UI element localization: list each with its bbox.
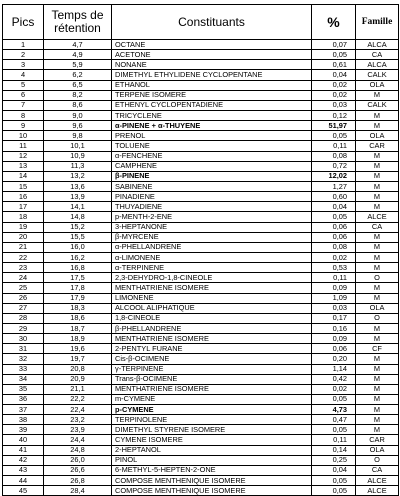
cell-percent: 0,05 <box>312 476 356 486</box>
cell-constituant: 1,8-CINEOLE <box>112 313 312 323</box>
cell-famille: M <box>356 252 399 262</box>
cell-constituant: TERPENE ISOMERE <box>112 90 312 100</box>
cell-retention-time: 4,7 <box>44 40 112 50</box>
table-row <box>3 222 399 232</box>
cell-constituant: MENTHATRIENE ISOMERE <box>112 283 312 293</box>
cell-retention-time: 10,1 <box>44 141 112 151</box>
cell-constituant: DIMETHYL ETHYLIDENE CYCLOPENTANE <box>112 70 312 80</box>
cell-retention-time: 14,1 <box>44 202 112 212</box>
cell-retention-time: 13,6 <box>44 181 112 191</box>
cell-retention-time: 14,8 <box>44 212 112 222</box>
cell-pic: 10 <box>3 131 44 141</box>
table-body <box>3 40 399 496</box>
cell-constituant: ACETONE <box>112 50 312 60</box>
cell-pic: 22 <box>3 252 44 262</box>
table-row <box>3 90 399 100</box>
cell-percent: 0,04 <box>312 202 356 212</box>
header-famille: Famille <box>356 5 399 40</box>
cell-retention-time: 21,1 <box>44 384 112 394</box>
table-row <box>3 465 399 475</box>
table-row <box>3 374 399 384</box>
table-row <box>3 161 399 171</box>
cell-percent: 0,09 <box>312 283 356 293</box>
cell-constituant: 3-HEPTANONE <box>112 222 312 232</box>
cell-pic: 37 <box>3 405 44 415</box>
cell-retention-time: 17,8 <box>44 283 112 293</box>
table-row <box>3 80 399 90</box>
cell-percent: 0,09 <box>312 334 356 344</box>
cell-pic: 38 <box>3 415 44 425</box>
cell-pic: 31 <box>3 344 44 354</box>
table-row <box>3 151 399 161</box>
cell-famille: M <box>356 405 399 415</box>
table-row <box>3 283 399 293</box>
cell-percent: 0,05 <box>312 486 356 496</box>
table-row <box>3 313 399 323</box>
cell-percent: 0,04 <box>312 70 356 80</box>
cell-retention-time: 18,6 <box>44 313 112 323</box>
cell-pic: 1 <box>3 40 44 50</box>
cell-retention-time: 23,2 <box>44 415 112 425</box>
cell-constituant: α-PINENE + α-THUYENE <box>112 121 312 131</box>
cell-percent: 12,02 <box>312 171 356 181</box>
cell-percent: 0,72 <box>312 161 356 171</box>
table-row <box>3 323 399 333</box>
cell-famille: M <box>356 425 399 435</box>
cell-constituant: p-CYMENE <box>112 405 312 415</box>
cell-percent: 0,05 <box>312 131 356 141</box>
table-row <box>3 232 399 242</box>
cell-constituant: SABINENE <box>112 181 312 191</box>
table-row <box>3 263 399 273</box>
cell-famille: M <box>356 323 399 333</box>
cell-percent: 0,25 <box>312 455 356 465</box>
cell-famille: CAR <box>356 435 399 445</box>
cell-constituant: Trans-β-OCIMENE <box>112 374 312 384</box>
cell-famille: M <box>356 384 399 394</box>
cell-pic: 12 <box>3 151 44 161</box>
cell-retention-time: 9,8 <box>44 131 112 141</box>
table-row <box>3 303 399 313</box>
cell-pic: 7 <box>3 100 44 110</box>
cell-famille: CALK <box>356 70 399 80</box>
cell-famille: M <box>356 232 399 242</box>
cell-pic: 14 <box>3 171 44 181</box>
table-row <box>3 171 399 181</box>
cell-constituant: m-CYMENE <box>112 394 312 404</box>
cell-retention-time: 17,5 <box>44 273 112 283</box>
cell-retention-time: 13,9 <box>44 192 112 202</box>
cell-constituant: PINADIENE <box>112 192 312 202</box>
cell-percent: 0,17 <box>312 313 356 323</box>
cell-pic: 6 <box>3 90 44 100</box>
cell-constituant: Cis-β-OCIMENE <box>112 354 312 364</box>
cell-pic: 11 <box>3 141 44 151</box>
cell-pic: 28 <box>3 313 44 323</box>
cell-percent: 0,47 <box>312 415 356 425</box>
cell-pic: 30 <box>3 334 44 344</box>
table-row <box>3 435 399 445</box>
table-row <box>3 364 399 374</box>
table-row <box>3 293 399 303</box>
table-row <box>3 405 399 415</box>
cell-constituant: ETHENYL CYCLOPENTADIENE <box>112 100 312 110</box>
cell-retention-time: 28,4 <box>44 486 112 496</box>
cell-famille: CA <box>356 50 399 60</box>
cell-percent: 0,08 <box>312 151 356 161</box>
header-pics: Pics <box>3 5 44 40</box>
cell-constituant: 2-PENTYL FURANE <box>112 344 312 354</box>
cell-constituant: 2-HEPTANOL <box>112 445 312 455</box>
cell-pic: 43 <box>3 465 44 475</box>
cell-pic: 40 <box>3 435 44 445</box>
cell-pic: 5 <box>3 80 44 90</box>
table-row <box>3 202 399 212</box>
cell-pic: 34 <box>3 374 44 384</box>
table-row <box>3 60 399 70</box>
cell-constituant: ETHANOL <box>112 80 312 90</box>
cell-pic: 15 <box>3 181 44 191</box>
cell-percent: 0,16 <box>312 323 356 333</box>
cell-famille: ALCA <box>356 60 399 70</box>
cell-percent: 0,11 <box>312 141 356 151</box>
table-row <box>3 455 399 465</box>
cell-constituant: ALCOOL ALIPHATIQUE <box>112 303 312 313</box>
cell-percent: 0,05 <box>312 425 356 435</box>
cell-retention-time: 18,9 <box>44 334 112 344</box>
cell-constituant: α-FENCHENE <box>112 151 312 161</box>
cell-constituant: COMPOSE MENTHENIQUE ISOMERE <box>112 476 312 486</box>
cell-famille: M <box>356 161 399 171</box>
table-row <box>3 252 399 262</box>
cell-pic: 24 <box>3 273 44 283</box>
cell-percent: 0,07 <box>312 40 356 50</box>
cell-famille: OLA <box>356 303 399 313</box>
cell-famille: ALCA <box>356 40 399 50</box>
cell-constituant: γ-TERPINENE <box>112 364 312 374</box>
cell-percent: 0,03 <box>312 100 356 110</box>
cell-percent: 1,14 <box>312 364 356 374</box>
cell-pic: 35 <box>3 384 44 394</box>
cell-constituant: THUYADIENE <box>112 202 312 212</box>
cell-percent: 0,05 <box>312 50 356 60</box>
table-row <box>3 445 399 455</box>
cell-famille: M <box>356 151 399 161</box>
cell-constituant: MENTHATRIENE ISOMERE <box>112 334 312 344</box>
cell-pic: 19 <box>3 222 44 232</box>
cell-retention-time: 24,8 <box>44 445 112 455</box>
table-row <box>3 192 399 202</box>
cell-percent: 0,06 <box>312 232 356 242</box>
cell-constituant: p-MENTH-2-ENE <box>112 212 312 222</box>
cell-retention-time: 22,4 <box>44 405 112 415</box>
cell-retention-time: 26,6 <box>44 465 112 475</box>
cell-retention-time: 6,2 <box>44 70 112 80</box>
cell-percent: 0,12 <box>312 110 356 120</box>
cell-constituant: TRICYCLENE <box>112 110 312 120</box>
cell-famille: OLA <box>356 131 399 141</box>
cell-retention-time: 17,9 <box>44 293 112 303</box>
cell-retention-time: 24,4 <box>44 435 112 445</box>
table-row <box>3 354 399 364</box>
cell-famille: O <box>356 273 399 283</box>
cell-percent: 0,53 <box>312 263 356 273</box>
cell-famille: M <box>356 283 399 293</box>
cell-pic: 8 <box>3 110 44 120</box>
cell-retention-time: 6,5 <box>44 80 112 90</box>
cell-retention-time: 10,9 <box>44 151 112 161</box>
table-row <box>3 425 399 435</box>
cell-constituant: TERPINOLENE <box>112 415 312 425</box>
cell-famille: ALCE <box>356 486 399 496</box>
cell-pic: 25 <box>3 283 44 293</box>
header-temps-line2: rétention <box>54 21 101 35</box>
cell-percent: 0,06 <box>312 344 356 354</box>
cell-retention-time: 16,8 <box>44 263 112 273</box>
cell-retention-time: 8,2 <box>44 90 112 100</box>
table-row <box>3 212 399 222</box>
table-row <box>3 121 399 131</box>
cell-retention-time: 26,8 <box>44 476 112 486</box>
cell-retention-time: 5,9 <box>44 60 112 70</box>
table-row <box>3 141 399 151</box>
header-temps-line1: Temps de <box>51 8 104 22</box>
cell-percent: 0,02 <box>312 384 356 394</box>
cell-pic: 16 <box>3 192 44 202</box>
cell-pic: 32 <box>3 354 44 364</box>
cell-famille: CALK <box>356 100 399 110</box>
cell-constituant: α-PHELLANDRENE <box>112 242 312 252</box>
cell-pic: 26 <box>3 293 44 303</box>
cell-pic: 42 <box>3 455 44 465</box>
cell-constituant: TOLUENE <box>112 141 312 151</box>
cell-retention-time: 18,7 <box>44 323 112 333</box>
cell-pic: 33 <box>3 364 44 374</box>
table-row <box>3 110 399 120</box>
cell-retention-time: 16,2 <box>44 252 112 262</box>
table-row <box>3 100 399 110</box>
cell-retention-time: 20,8 <box>44 364 112 374</box>
cell-percent: 0,05 <box>312 212 356 222</box>
cell-pic: 39 <box>3 425 44 435</box>
cell-percent: 0,04 <box>312 465 356 475</box>
cell-famille: M <box>356 192 399 202</box>
cell-famille: ALCE <box>356 212 399 222</box>
cell-famille: M <box>356 394 399 404</box>
cell-pic: 9 <box>3 121 44 131</box>
cell-pic: 29 <box>3 323 44 333</box>
cell-percent: 0,20 <box>312 354 356 364</box>
table-row <box>3 334 399 344</box>
cell-famille: M <box>356 354 399 364</box>
cell-percent: 0,61 <box>312 60 356 70</box>
table-row <box>3 242 399 252</box>
cell-constituant: β-MYRCENE <box>112 232 312 242</box>
cell-famille: ALCE <box>356 476 399 486</box>
cell-famille: O <box>356 455 399 465</box>
cell-famille: M <box>356 110 399 120</box>
cell-pic: 3 <box>3 60 44 70</box>
cell-pic: 18 <box>3 212 44 222</box>
cell-percent: 0,02 <box>312 252 356 262</box>
cell-famille: M <box>356 415 399 425</box>
cell-pic: 17 <box>3 202 44 212</box>
cell-famille: CAR <box>356 141 399 151</box>
cell-famille: M <box>356 202 399 212</box>
constituents-table <box>2 4 399 496</box>
cell-retention-time: 9,6 <box>44 121 112 131</box>
cell-pic: 21 <box>3 242 44 252</box>
cell-percent: 4,73 <box>312 405 356 415</box>
header-constituants: Constituants <box>112 5 312 40</box>
cell-retention-time: 9,0 <box>44 110 112 120</box>
cell-retention-time: 16,0 <box>44 242 112 252</box>
cell-famille: M <box>356 293 399 303</box>
cell-percent: 0,42 <box>312 374 356 384</box>
cell-retention-time: 23,9 <box>44 425 112 435</box>
table-row <box>3 415 399 425</box>
cell-retention-time: 20,9 <box>44 374 112 384</box>
cell-pic: 23 <box>3 263 44 273</box>
cell-famille: CF <box>356 344 399 354</box>
cell-constituant: MENTHATRIENE ISOMERE <box>112 384 312 394</box>
table-header <box>3 5 399 40</box>
cell-famille: M <box>356 334 399 344</box>
cell-famille: M <box>356 171 399 181</box>
cell-famille: M <box>356 263 399 273</box>
table-row <box>3 486 399 496</box>
table-row <box>3 181 399 191</box>
cell-percent: 1,27 <box>312 181 356 191</box>
table-row <box>3 50 399 60</box>
cell-percent: 1,09 <box>312 293 356 303</box>
cell-percent: 0,14 <box>312 445 356 455</box>
cell-constituant: α-LIMONENE <box>112 252 312 262</box>
table-row <box>3 394 399 404</box>
cell-retention-time: 15,5 <box>44 232 112 242</box>
cell-constituant: LIMONENE <box>112 293 312 303</box>
cell-constituant: β-PHELLANDRENE <box>112 323 312 333</box>
cell-constituant: β-PINENE <box>112 171 312 181</box>
cell-famille: O <box>356 313 399 323</box>
table-row <box>3 40 399 50</box>
table-row <box>3 476 399 486</box>
cell-pic: 41 <box>3 445 44 455</box>
cell-pic: 36 <box>3 394 44 404</box>
cell-famille: CA <box>356 222 399 232</box>
cell-famille: M <box>356 90 399 100</box>
cell-percent: 0,02 <box>312 90 356 100</box>
cell-percent: 0,11 <box>312 435 356 445</box>
cell-constituant: 2,3-DEHYDRO-1,8-CINEOLE <box>112 273 312 283</box>
cell-famille: M <box>356 121 399 131</box>
table-row <box>3 384 399 394</box>
table-row <box>3 131 399 141</box>
cell-constituant: PINOL <box>112 455 312 465</box>
cell-percent: 0,60 <box>312 192 356 202</box>
cell-constituant: NONANE <box>112 60 312 70</box>
cell-pic: 13 <box>3 161 44 171</box>
cell-famille: OLA <box>356 445 399 455</box>
cell-constituant: DIMETHYL STYRENE ISOMERE <box>112 425 312 435</box>
cell-percent: 0,11 <box>312 273 356 283</box>
cell-retention-time: 19,6 <box>44 344 112 354</box>
cell-percent: 0,02 <box>312 80 356 90</box>
cell-percent: 0,03 <box>312 303 356 313</box>
cell-retention-time: 8,6 <box>44 100 112 110</box>
cell-percent: 0,08 <box>312 242 356 252</box>
cell-retention-time: 18,3 <box>44 303 112 313</box>
cell-famille: M <box>356 374 399 384</box>
cell-percent: 0,05 <box>312 394 356 404</box>
cell-famille: M <box>356 181 399 191</box>
cell-retention-time: 15,2 <box>44 222 112 232</box>
cell-retention-time: 22,2 <box>44 394 112 404</box>
cell-retention-time: 26,0 <box>44 455 112 465</box>
cell-constituant: CAMPHENE <box>112 161 312 171</box>
cell-retention-time: 11,3 <box>44 161 112 171</box>
header-temps-retention <box>44 5 112 40</box>
table-row <box>3 273 399 283</box>
cell-pic: 45 <box>3 486 44 496</box>
cell-pic: 27 <box>3 303 44 313</box>
cell-retention-time: 4,9 <box>44 50 112 60</box>
cell-famille: CA <box>356 465 399 475</box>
header-percent: % <box>312 5 356 40</box>
cell-constituant: CYMENE ISOMERE <box>112 435 312 445</box>
header-row <box>3 5 399 40</box>
cell-percent: 0,06 <box>312 222 356 232</box>
cell-famille: M <box>356 242 399 252</box>
cell-pic: 4 <box>3 70 44 80</box>
cell-constituant: OCTANE <box>112 40 312 50</box>
cell-famille: OLA <box>356 80 399 90</box>
cell-constituant: COMPOSE MENTHENIQUE ISOMERE <box>112 486 312 496</box>
cell-retention-time: 13,2 <box>44 171 112 181</box>
cell-pic: 20 <box>3 232 44 242</box>
cell-constituant: 6-METHYL-5-HEPTEN-2-ONE <box>112 465 312 475</box>
cell-constituant: α-TERPINENE <box>112 263 312 273</box>
table-row <box>3 344 399 354</box>
table-row <box>3 70 399 80</box>
cell-famille: M <box>356 364 399 374</box>
cell-constituant: PRENOL <box>112 131 312 141</box>
cell-percent: 51,97 <box>312 121 356 131</box>
cell-retention-time: 19,7 <box>44 354 112 364</box>
cell-pic: 2 <box>3 50 44 60</box>
cell-pic: 44 <box>3 476 44 486</box>
